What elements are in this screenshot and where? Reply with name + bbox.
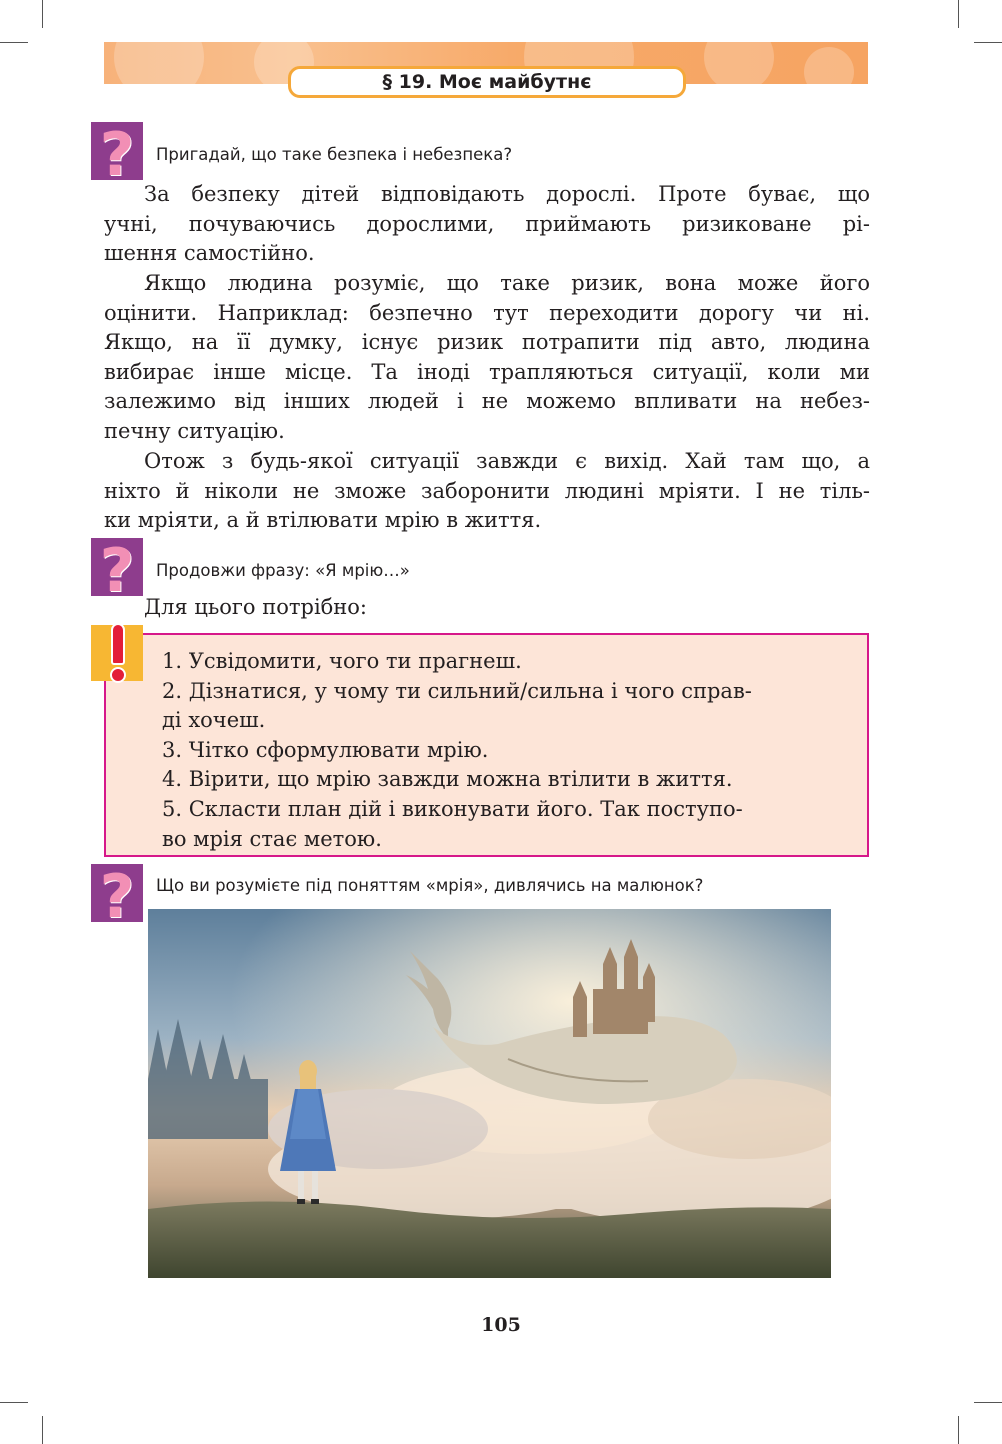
page-number: 105 bbox=[481, 1314, 521, 1336]
text-line: оцінити. Наприклад: безпечно тут переходити дорогу чи ні. bbox=[104, 300, 870, 325]
crop-mark bbox=[42, 1416, 43, 1444]
illustration-artwork bbox=[148, 909, 831, 1278]
question-prompt-safety: Пригадай, що таке безпека і небезпека? bbox=[156, 145, 513, 164]
step-line: 4. Вірити, що мрію завжди можна втілити в життя. bbox=[162, 767, 733, 792]
text-line: Якщо людина розуміє, що таке ризик, вона може його bbox=[144, 271, 870, 295]
exclamation-icon bbox=[91, 625, 143, 681]
text-line: залежимо від інших людей і не можемо впливати на небез- bbox=[104, 389, 870, 414]
question-mark-icon: ? bbox=[91, 122, 143, 180]
text-line: шення самостійно. bbox=[104, 241, 315, 266]
text-line: Якщо, на її думку, існує ризик потрапити під авто, людина bbox=[104, 330, 870, 355]
text-line: ніхто й ніколи не зможе заборонити людині мріяти. І не тіль- bbox=[104, 478, 870, 503]
question-mark-icon: ? bbox=[91, 864, 143, 922]
steps-intro: Для цього потрібно: bbox=[144, 595, 368, 619]
step-line: 1. Усвідомити, чого ти прагнеш. bbox=[162, 649, 522, 673]
step-line: во мрія стає метою. bbox=[162, 826, 382, 851]
crop-mark bbox=[958, 1416, 959, 1444]
crop-mark bbox=[974, 1402, 1002, 1403]
body-paragraph-1 bbox=[104, 180, 870, 269]
text-line: За безпеку дітей відповідають дорослі. Проте буває, що bbox=[144, 182, 870, 206]
text-line: ки мріяти, а й втілювати мрію в життя. bbox=[104, 508, 542, 533]
step-line: 2. Дізнатися, у чому ти сильний/сильна і чого справ- bbox=[162, 678, 752, 703]
text-line: вибирає інше місце. Та іноді трапляються ситуації, коли ми bbox=[104, 359, 870, 384]
steps-list bbox=[162, 647, 822, 854]
crop-mark bbox=[0, 1402, 28, 1403]
dream-illustration bbox=[148, 909, 831, 1278]
step-line: ді хочеш. bbox=[162, 708, 266, 733]
step-line: 5. Скласти план дій і виконувати його. Так поступо- bbox=[162, 796, 743, 821]
section-title: § 19. Моє майбутнє bbox=[288, 66, 686, 98]
crop-mark bbox=[958, 0, 959, 28]
text-line: печну ситуацію. bbox=[104, 418, 285, 443]
crop-mark bbox=[42, 0, 43, 28]
steps-box bbox=[104, 633, 869, 857]
body-paragraph-2 bbox=[104, 269, 870, 447]
crop-mark bbox=[974, 42, 1002, 43]
question-prompt-illustration: Що ви розумієте під поняттям «мрія», дивлячись на малюнок? bbox=[156, 876, 704, 895]
question-prompt-dream-phrase: Продовжи фразу: «Я мрію…» bbox=[156, 561, 410, 580]
crop-mark bbox=[0, 42, 28, 43]
text-line: учні, почуваючись дорослими, приймають ризиковане рі- bbox=[104, 211, 870, 236]
question-mark-icon: ? bbox=[91, 538, 143, 596]
step-line: 3. Чітко сформулювати мрію. bbox=[162, 737, 489, 762]
body-paragraph-3 bbox=[104, 447, 870, 536]
text-line: Отож з будь-якої ситуації завжди є вихід. Хай там що, а bbox=[144, 449, 870, 473]
